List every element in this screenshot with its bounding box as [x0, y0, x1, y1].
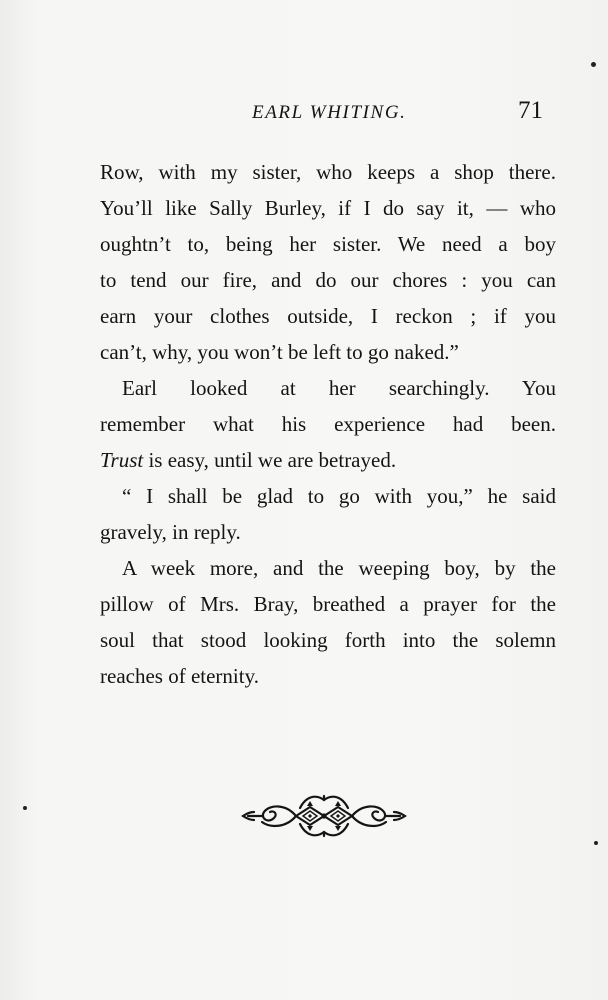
page-speck: [23, 806, 27, 810]
italic-word: Trust: [100, 448, 144, 472]
running-head: [0, 98, 608, 128]
text-line: Row, with my sister, who keeps a shop there.: [100, 160, 556, 184]
page-number: 71: [518, 97, 543, 124]
text-line: to tend our fire, and do our chores : you can: [100, 268, 556, 292]
text-line: can’t, why, you won’t be left to go naked.”: [100, 340, 459, 364]
body-text: [100, 154, 556, 694]
text-line: You’ll like Sally Burley, if I do say it, — who: [100, 196, 556, 220]
text-line: soul that stood looking forth into the solemn: [100, 628, 556, 652]
text-line: earn your clothes outside, I reckon ; if you: [100, 304, 556, 328]
page-speck: [594, 841, 598, 845]
text-line: gravely, in reply.: [100, 520, 241, 544]
text-line: A week more, and the weeping boy, by the: [122, 556, 556, 580]
tailpiece-ornament-icon: [240, 790, 408, 842]
text-line: pillow of Mrs. Bray, breathed a prayer for the: [100, 592, 556, 616]
text-line: reaches of eternity.: [100, 664, 259, 688]
text-line: Earl looked at her searchingly. You: [122, 376, 556, 400]
text-line: remember what his experience had been.: [100, 412, 556, 436]
text-fragment: is easy, until we are betrayed.: [143, 448, 397, 472]
text-line: [100, 442, 556, 478]
page-speck: [591, 62, 596, 67]
text-line: “ I shall be glad to go with you,” he said: [122, 484, 556, 508]
text-line: oughtn’t to, being her sister. We need a boy: [100, 232, 556, 256]
running-title: EARL WHITING.: [252, 102, 407, 123]
